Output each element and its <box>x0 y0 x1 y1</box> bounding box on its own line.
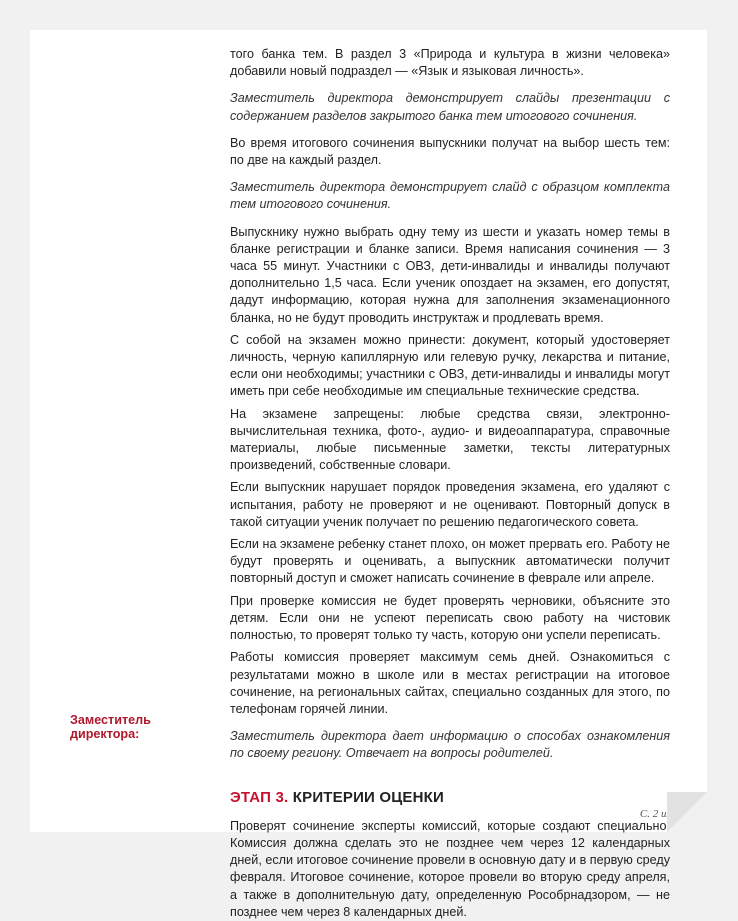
page-content <box>230 46 670 921</box>
stage-note: Заместитель директора дает информацию о способах ознакомления по своему региону. Отвечает на вопросы родителей. <box>230 729 670 761</box>
paragraph: Если на экзамене ребенку станет плохо, он может прервать его. Работу не будут проверять и оценивать, а выпускник автоматически получит повторный доступ и сможет написать сочинение в феврале или апреле. <box>230 537 670 586</box>
final-paragraph: Проверят сочинение эксперты комиссий, которые создают специально. Комиссия должна сделать это не позднее чем через 12 календарных дней, если итоговое сочинение провели в основную дату и в первую среду февраля. Итоговое сочинение, которое провели во вторую среду апреля, а также в дополнительную дату, определенную Рособрнадзором, — не позднее чем через 8 календарных дней. <box>230 818 670 919</box>
paragraph: того банка тем. В раздел 3 «Природа и культура в жизни человека» добавили новый подраздел — «Язык и языковая личность». <box>230 47 670 79</box>
paragraph-list <box>230 46 670 763</box>
paragraph: При проверке комиссия не будет проверять черновики, объясните это детям. Если они не успеют переписать свою работу на чистовик полностью, то проверят только ту часть, которую они успели переписать. <box>230 593 670 643</box>
speaker-label: Заместитель директора: <box>70 713 151 741</box>
paragraph: Во время итогового сочинения выпускники получат на выбор шесть тем: по две на каждый раздел. <box>230 135 670 168</box>
stage-note: Заместитель директора демонстрирует слайды презентации с содержанием разделов закрытого банка тем итогового сочинения. <box>230 91 670 123</box>
section-title: КРИТЕРИИ ОЦЕНКИ <box>292 788 445 806</box>
page-number: С. 2 из 3 <box>639 808 679 820</box>
paragraph: Работы комиссия проверяет максимум семь дней. Ознакомиться с результатами можно в школе или в местах регистрации на итоговое сочинение, на региональных сайтах, специально созданных для этого, по телефонам горячей линии. <box>230 650 670 716</box>
paragraph: С собой на экзамен можно принести: документ, который удостоверяет личность, черную капиллярную или гелевую ручку, лекарства и питание, если они необходимы; участники с ОВЗ, дети-инвалиды и инвалиды могут иметь при себе необходимые им специальные технические средства. <box>230 332 670 399</box>
section-number: ЭТАП 3. <box>230 788 289 806</box>
section-heading <box>230 789 670 806</box>
page-fold-corner <box>667 792 707 832</box>
document-page <box>30 30 707 919</box>
paragraph: На экзамене запрещены: любые средства связи, электронно-вычислительная техника, фото-, аудио- и видеоаппаратура, справочные материалы, любые письменные заметки, тексты литературных произведений, собственные словари. <box>230 406 670 473</box>
stage-note: Заместитель директора демонстрирует слайд с образцом комплекта тем итогового сочинения. <box>230 180 670 212</box>
paragraph: Выпускнику нужно выбрать одну тему из шести и указать номер темы в бланке регистрации и бланке записи. Время написания сочинения — 3 часа 55 минут. Участники с ОВЗ, дети-инвалиды и инвалиды получают дополнительно 1,5 часа. Если ученик опоздает на экзамен, его допустят, дадут информацию, которая нужна для заполнения экзаменационного бланка, но не будут проводить инструктаж и продлевать время. <box>230 224 670 325</box>
paragraph: Если выпускник нарушает порядок проведения экзамена, его удаляют с испытания, работу не проверяют и не оценивают. Повторный допуск в такой ситуации ученик получает по решению педагогического совета. <box>230 480 670 529</box>
